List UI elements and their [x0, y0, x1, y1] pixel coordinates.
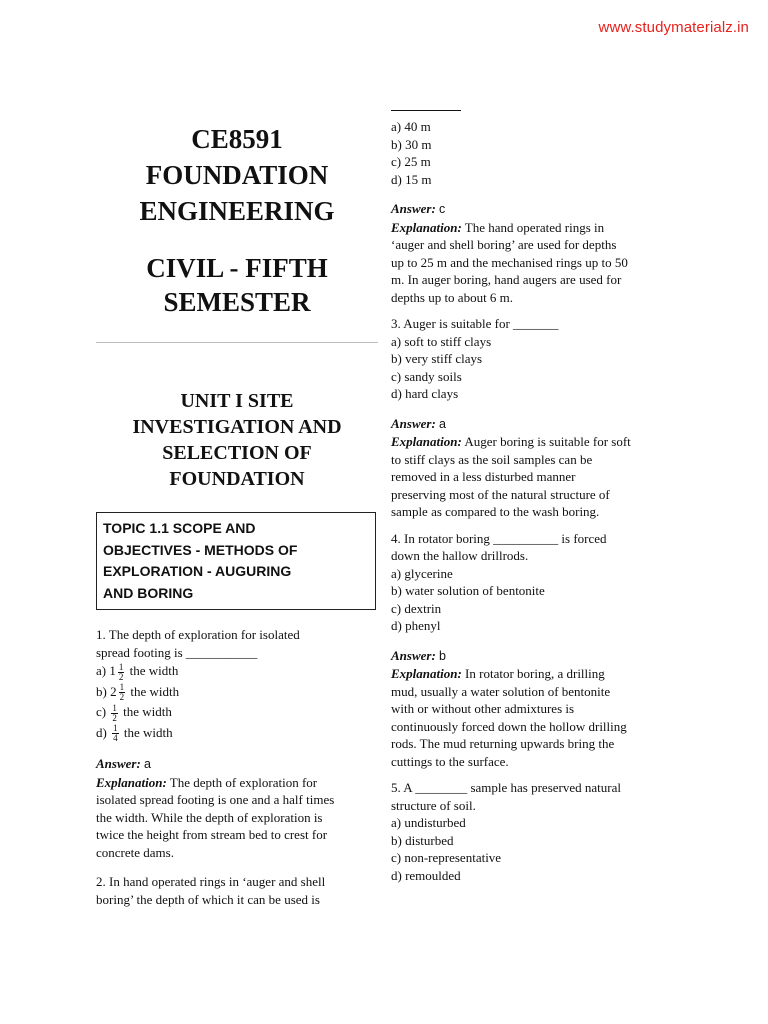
unit-line: INVESTIGATION AND: [132, 416, 342, 438]
question-stem: spread footing is ___________: [96, 644, 258, 660]
topic-line: OBJECTIVES - METHODS OF: [103, 541, 298, 558]
course-title: [96, 121, 378, 229]
question-2-continued: [391, 118, 676, 884]
answer-line: [391, 647, 676, 666]
explanation: [391, 433, 676, 451]
answer-line: [391, 200, 676, 219]
explanation-text: with or without other admixtures is: [391, 701, 575, 716]
explanation-label: Explanation:: [391, 666, 462, 681]
spacer: [391, 770, 676, 779]
topic-line: AND BORING: [103, 584, 194, 601]
answer-label: Answer:: [391, 415, 436, 431]
option: b) very stiff clays: [391, 351, 483, 366]
option-prefix: d): [96, 724, 111, 740]
fraction-numerator: 1: [113, 723, 118, 734]
explanation-text: Auger boring is suitable for soft: [461, 434, 631, 449]
question-stem: 3. Auger is suitable for _______: [391, 316, 559, 331]
explanation-text: the width. While the depth of exploration is: [96, 809, 323, 825]
explanation: [391, 219, 676, 237]
explanation-text: up to 25 m and the mechanised rings up to 50: [391, 254, 628, 270]
option: b) water solution of bentonite: [391, 583, 545, 598]
option: d) 15 m: [391, 171, 432, 187]
option: d) remoulded: [391, 867, 461, 883]
option: c) dextrin: [391, 600, 442, 616]
explanation-text: to stiff clays as the soil samples can be: [391, 451, 593, 467]
spacer: [96, 861, 378, 873]
answer-value: a: [144, 757, 151, 772]
spacer: [391, 521, 676, 530]
spacer: [391, 188, 676, 200]
question-stem: boring’ the depth of which it can be used is: [96, 891, 320, 907]
fraction-numerator: 1: [119, 682, 125, 693]
unit-line: UNIT I SITE: [180, 390, 294, 412]
option: c) 25 m: [391, 154, 431, 169]
answer-line: [391, 415, 676, 434]
option-prefix: b) 2: [96, 683, 117, 699]
answer-value: a: [439, 416, 446, 431]
fraction: [111, 704, 118, 723]
watermark-link[interactable]: www.studymaterialz.in: [598, 19, 749, 36]
question-stem: 5. A ________ sample has preserved natural: [391, 780, 621, 795]
answer-value: c: [439, 202, 446, 216]
subtitle-line: SEMESTER: [163, 287, 311, 317]
option: a) glycerine: [391, 565, 453, 581]
explanation-text: In rotator boring, a drilling: [461, 666, 605, 681]
fraction: [119, 683, 126, 702]
explanation-label: Explanation:: [391, 434, 462, 449]
option: c) sandy soils: [391, 368, 462, 384]
fraction: [118, 663, 125, 682]
option: c) non-representative: [391, 850, 502, 865]
explanation-text: m. In auger boring, hand augers are used for: [391, 272, 622, 287]
explanation-text: removed in a less disturbed manner: [391, 469, 576, 484]
fraction-denominator: 2: [118, 671, 124, 682]
option: b) disturbed: [391, 832, 454, 848]
explanation-text: continuously forced down the hollow drilling: [391, 718, 627, 734]
answer-label: Answer:: [96, 756, 141, 772]
option-suffix: the width: [120, 724, 173, 740]
question-stem: 2. In hand operated rings in ‘auger and shell: [96, 874, 326, 890]
option-suffix: the width: [119, 704, 172, 720]
answer-label: Answer:: [391, 201, 436, 216]
answer-line: [96, 755, 378, 774]
fraction-numerator: 1: [118, 661, 124, 672]
explanation-text: concrete dams.: [96, 844, 174, 860]
explanation-text: twice the height from stream bed to crest for: [96, 827, 328, 843]
topic-box: [96, 512, 376, 610]
divider: [96, 342, 378, 343]
option-c: [96, 702, 378, 723]
explanation-text: ‘auger and shell boring’ are used for depths: [391, 237, 617, 252]
explanation-label: Explanation:: [96, 774, 167, 790]
fraction-denominator: 2: [119, 692, 125, 703]
explanation-text: The depth of exploration for: [166, 774, 318, 790]
option: b) 30 m: [391, 136, 432, 152]
title-line: CE8591: [191, 124, 283, 154]
question-stem: 4. In rotator boring __________ is forced: [391, 530, 607, 546]
unit-line: SELECTION OF: [162, 442, 312, 464]
answer-blank: [391, 110, 461, 111]
spacer: [391, 635, 676, 647]
spacer: [96, 743, 378, 755]
spacer: [391, 306, 676, 315]
option: d) hard clays: [391, 386, 459, 401]
fraction-denominator: 2: [112, 712, 117, 723]
answer-label: Answer:: [391, 647, 436, 663]
explanation-text: sample as compared to the wash boring.: [391, 504, 600, 519]
answer-value: b: [439, 648, 446, 663]
fraction-denominator: 4: [113, 733, 118, 744]
topic-line: TOPIC 1.1 SCOPE AND: [103, 520, 256, 536]
explanation-text: isolated spread footing is one and a half times: [96, 792, 335, 808]
option-prefix: a) 1: [96, 663, 116, 678]
fraction-numerator: 1: [112, 702, 117, 713]
option-suffix: the width: [127, 683, 180, 699]
unit-line: FOUNDATION: [169, 468, 305, 490]
explanation-text: The hand operated rings in: [461, 219, 605, 235]
spacer: [391, 403, 676, 415]
option-d: [96, 723, 378, 744]
title-line: FOUNDATION: [145, 160, 329, 190]
fraction: [112, 724, 119, 743]
option: a) undisturbed: [391, 815, 466, 830]
explanation: [391, 665, 676, 683]
question-stem: 1. The depth of exploration for isolated: [96, 627, 300, 642]
option: a) 40 m: [391, 119, 431, 134]
option-a: [96, 661, 378, 682]
topic-line: EXPLORATION - AUGURING: [103, 563, 292, 579]
explanation-text: cuttings to the surface.: [391, 753, 509, 769]
title-line: ENGINEERING: [139, 196, 335, 226]
option: a) soft to stiff clays: [391, 333, 492, 349]
question-stem: structure of soil.: [391, 797, 476, 813]
explanation-text: preserving most of the natural structure of: [391, 486, 610, 502]
option: d) phenyl: [391, 618, 441, 633]
unit-heading: [96, 388, 378, 492]
subtitle-line: CIVIL - FIFTH: [146, 253, 328, 283]
option-prefix: c): [96, 704, 110, 720]
explanation-text: mud, usually a water solution of bentonite: [391, 683, 611, 699]
option-b: [96, 682, 378, 703]
option-suffix: the width: [126, 663, 179, 678]
question-stem: down the hallow drillrods.: [391, 548, 529, 563]
explanation-text: rods. The mud returning upwards bring the: [391, 736, 615, 751]
explanation-label: Explanation:: [391, 219, 462, 235]
explanation: [96, 774, 378, 792]
course-subtitle: [96, 251, 378, 319]
explanation-text: depths up to about 6 m.: [391, 289, 514, 305]
question-1: [96, 626, 378, 908]
